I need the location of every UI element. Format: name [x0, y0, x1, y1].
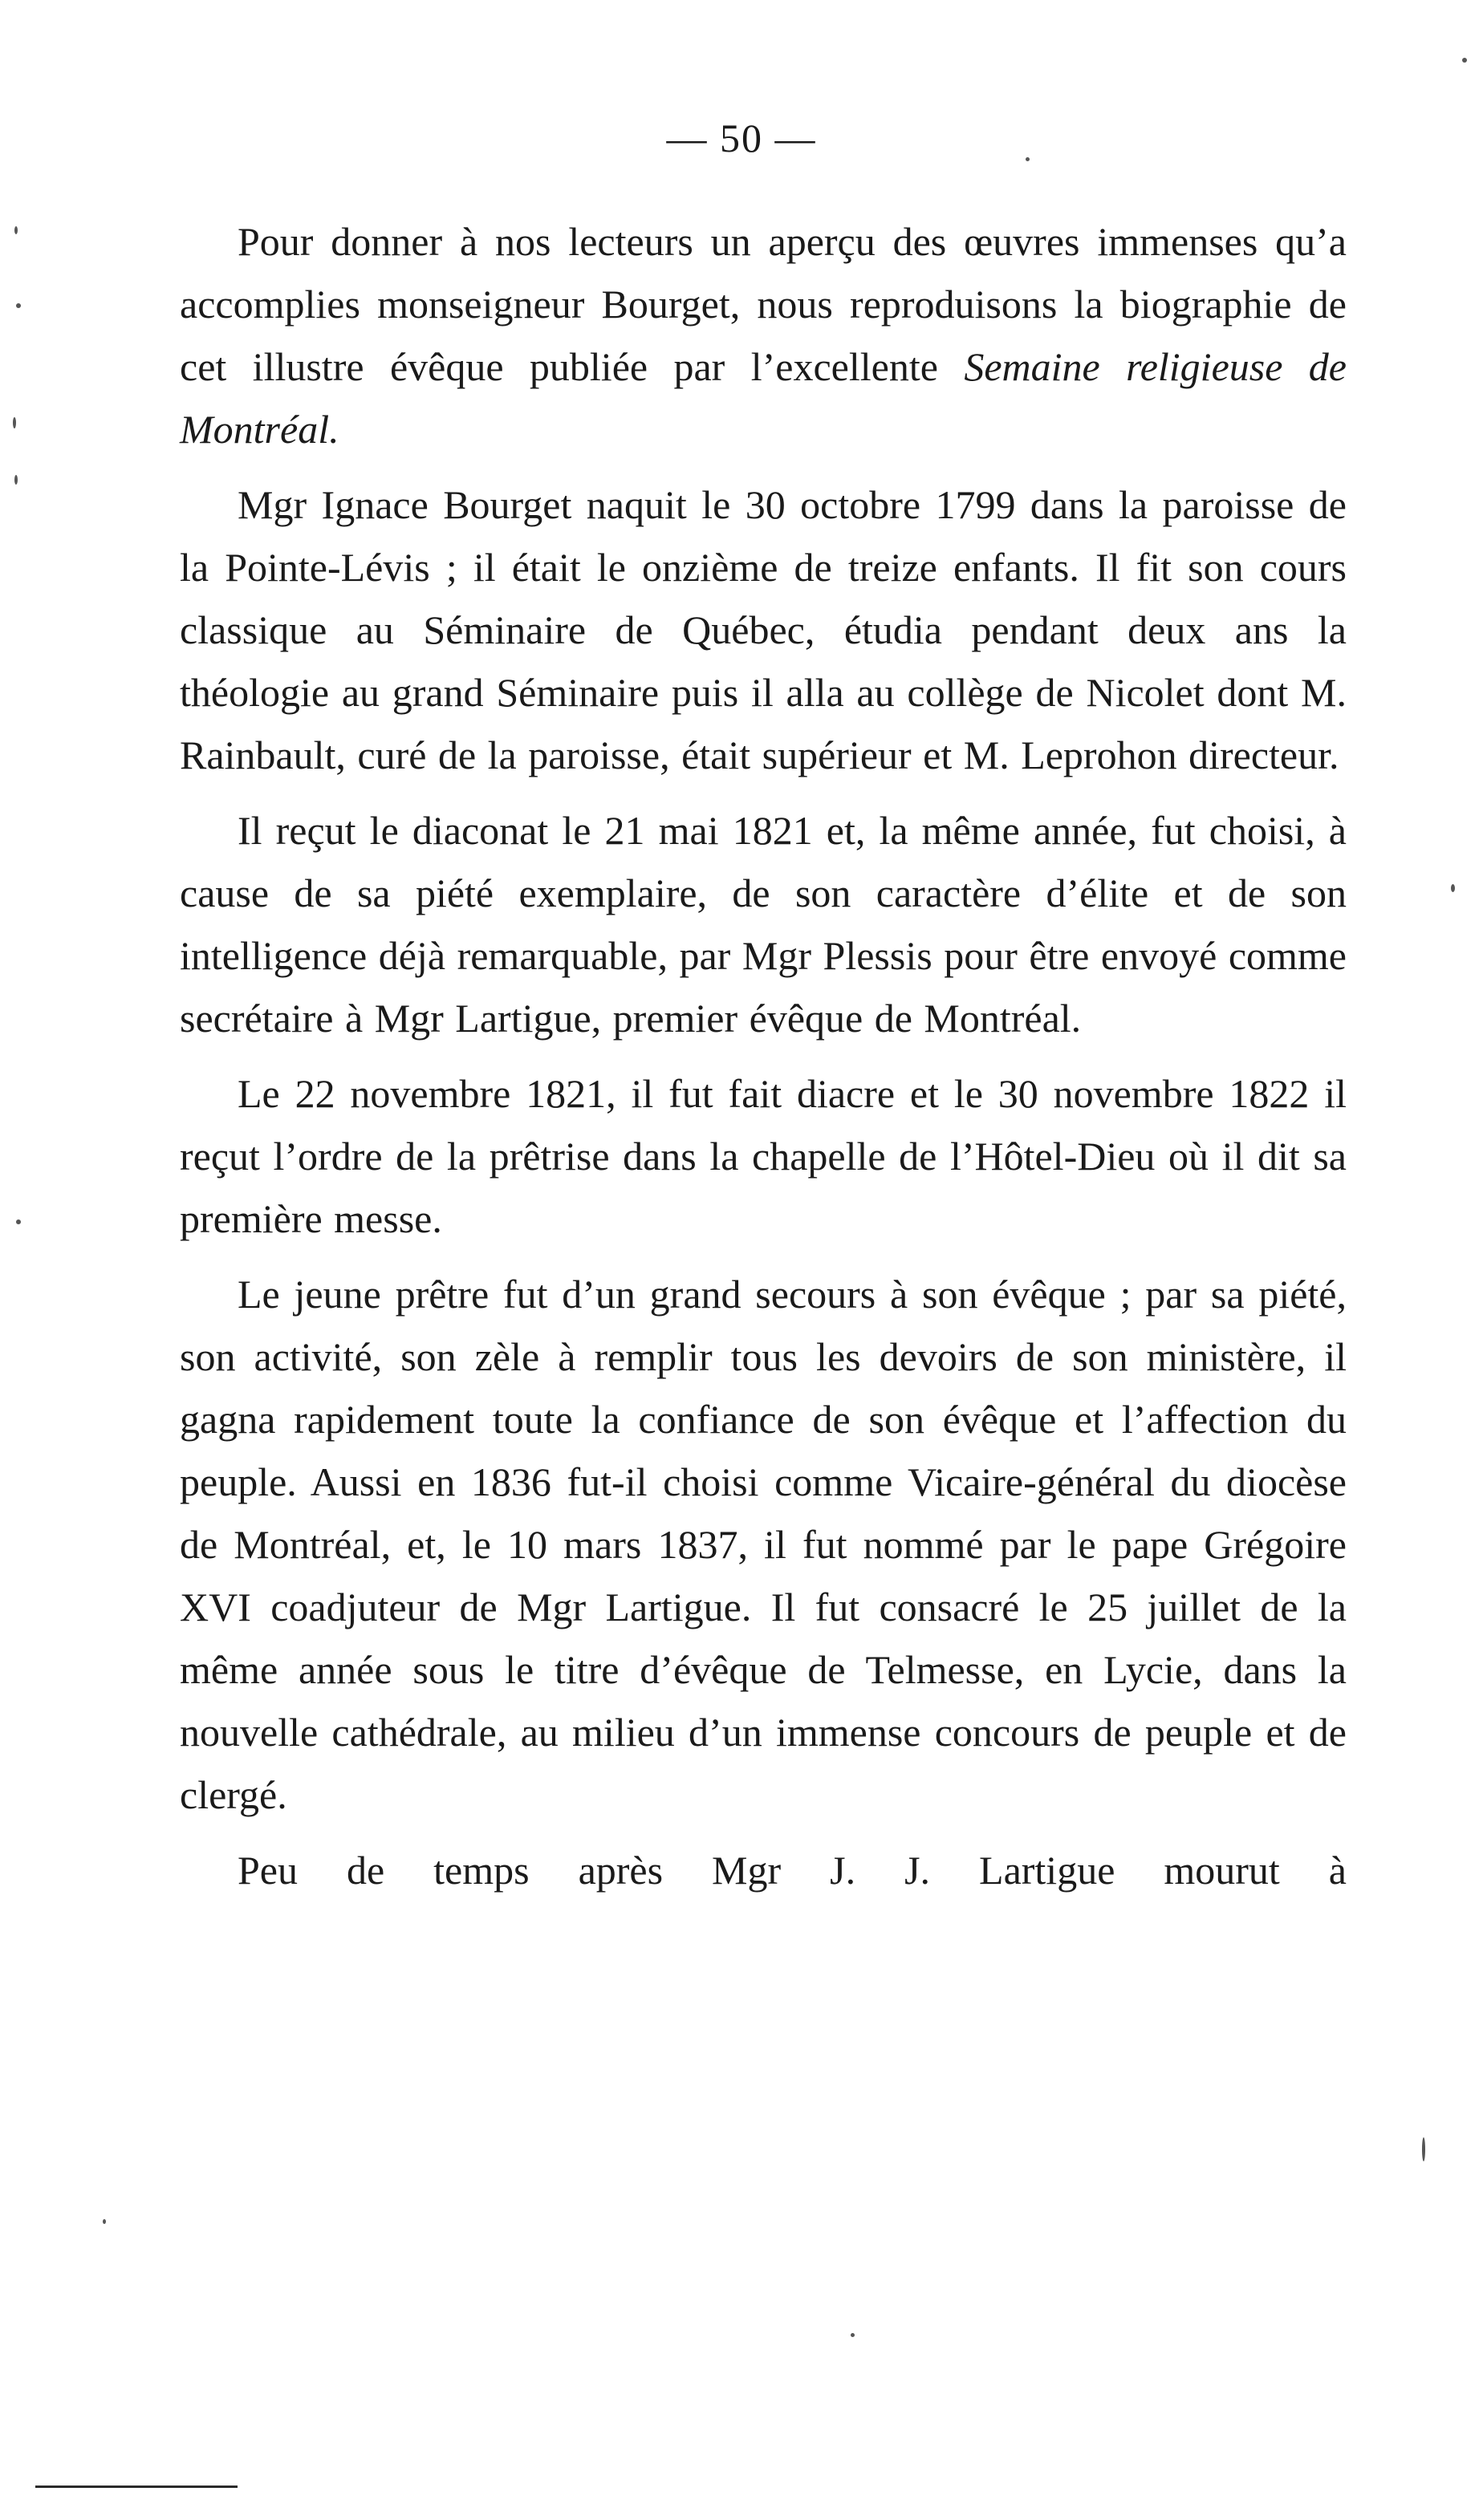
publication-title: Semaine religieuse de Montréal.: [180, 344, 1347, 452]
paper-speck: [1422, 2137, 1425, 2161]
paper-speck: [16, 1219, 21, 1224]
paragraph-ordination: Le 22 novembre 1821, il fut fait diacre et le 30 novembre 1822 il reçut l’ordre de la prêtrise dans la chapelle de l’Hôtel-Dieu où il dit sa première messe.: [180, 1071, 1347, 1241]
paper-speck: [13, 417, 16, 428]
paragraph-lartigue-death: Peu de temps après Mgr J. J. Lartigue mourut à: [238, 1848, 1347, 1893]
paper-speck: [1451, 884, 1455, 892]
paper-speck: [14, 475, 18, 485]
body-text: [180, 210, 1347, 1914]
paragraph-birth: Mgr Ignace Bourget naquit le 30 octobre 1799 dans la paroisse de la Pointe-Lévis ; il était le onzième de treize enfants. Il fit son cours classique au Séminaire de Québec, étudia pendant deux ans la théologie au grand Séminaire puis il alla au collège de Nicolet dont M. Rainbault, curé de la paroisse, était supérieur et M. Leprohon directeur.: [180, 482, 1347, 777]
paper-speck: [14, 226, 18, 234]
footer-rule: [35, 2486, 238, 2488]
paper-speck: [103, 2219, 106, 2224]
paper-speck: [1026, 157, 1030, 161]
paper-speck: [1462, 58, 1467, 63]
paragraph-young-priest: Le jeune prêtre fut d’un grand secours à son évêque ; par sa piété, son activité, son zèle à remplir tous les devoirs de son ministère, il gagna rapidement toute la confiance de son évêque et l’affection du peuple. Aussi en 1836 fut-il choisi comme Vicaire-général du diocèse de Montréal, et, le 10 mars 1837, il fut nommé par le pape Grégoire XVI coadjuteur de Mgr Lartigue. Il fut consacré le 25 juillet de la même année sous le titre d’évêque de Telmesse, en Lycie, dans la nouvelle cathédrale, au milieu d’un immense concours de peuple et de clergé.: [180, 1272, 1347, 1817]
page-number: — 50 —: [666, 116, 817, 160]
paragraph-diaconate: Il reçut le diaconat le 21 mai 1821 et, la même année, fut choisi, à cause de sa piété exemplaire, de son caractère d’élite et de son intelligence déjà remarquable, par Mgr Plessis pour être envoyé comme secrétaire à Mgr Lartigue, premier évêque de Montréal.: [180, 808, 1347, 1041]
intro-text: Pour donner à nos lecteurs un aperçu des œuvres immenses qu’a accomplies monseigneur Bourget, nous reproduisons la biographie de cet illustre évêque publiée par l’excellente: [180, 219, 1347, 389]
paper-speck: [16, 303, 21, 308]
paper-speck: [851, 2333, 855, 2337]
paragraph-intro: [180, 210, 1347, 461]
